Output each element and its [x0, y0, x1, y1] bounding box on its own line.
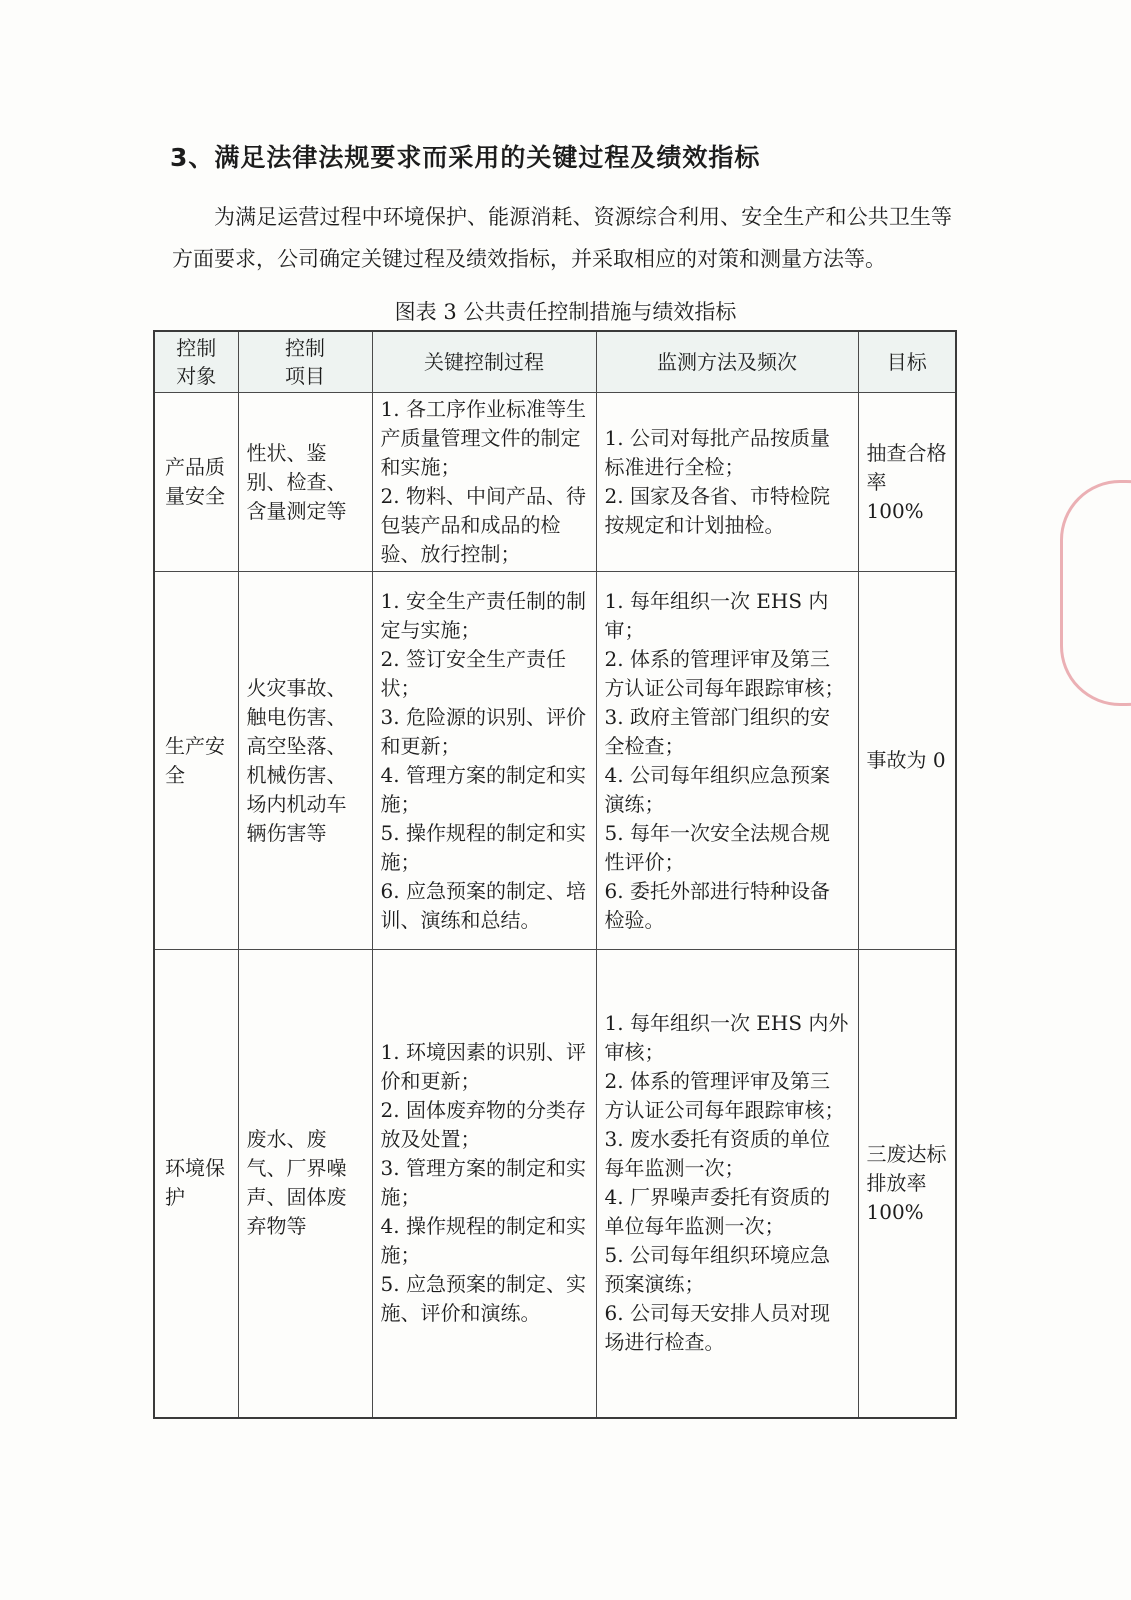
table-row [154, 572, 956, 950]
table-header-row [154, 331, 956, 393]
cell-object: 生产安全 [154, 572, 238, 950]
table-row [154, 950, 956, 1418]
cell-target: 事故为 0 [858, 572, 956, 950]
cell-object: 环境保护 [154, 950, 238, 1418]
cell-method: 1. 公司对每批产品按质量标准进行全检； 2. 国家及各省、市特检院按规定和计划抽检。 [596, 393, 858, 572]
header-control-item: 控制 项目 [238, 331, 372, 393]
cell-method: 1. 每年组织一次 EHS 内外审核； 2. 体系的管理评审及第三方认证公司每年跟踪审核； 3. 废水委托有资质的单位每年监测一次； 4. 厂界噪声委托有资质的单位每年监测一次； 5. 公司每年组织环境应急预案演练； 6. 公司每天安排人员对现场进行检查。 [596, 950, 858, 1418]
header-target: 目标 [858, 331, 956, 393]
table-row [154, 393, 956, 572]
cell-item: 火灾事故、触电伤害、高空坠落、机械伤害、场内机动车辆伤害等 [238, 572, 372, 950]
red-seal-stamp [1060, 480, 1131, 706]
header-control-object: 控制 对象 [154, 331, 238, 393]
cell-process: 1. 安全生产责任制的制定与实施； 2. 签订安全生产责任状； 3. 危险源的识别、评价和更新； 4. 管理方案的制定和实施； 5. 操作规程的制定和实施； 6. 应急预案的制定、培训、演练和总结。 [372, 572, 596, 950]
section-heading: 3、满足法律法规要求而采用的关键过程及绩效指标 [170, 143, 761, 172]
header-monitor-method: 监测方法及频次 [596, 331, 858, 393]
header-key-process: 关键控制过程 [372, 331, 596, 393]
cell-object: 产品质量安全 [154, 393, 238, 572]
cell-item: 性状、鉴别、检查、含量测定等 [238, 393, 372, 572]
responsibility-table [153, 330, 957, 1419]
cell-process: 1. 各工序作业标准等生产质量管理文件的制定和实施； 2. 物料、中间产品、待包装产品和成品的检验、放行控制； [372, 393, 596, 572]
cell-process: 1. 环境因素的识别、评价和更新； 2. 固体废弃物的分类存放及处置； 3. 管理方案的制定和实施； 4. 操作规程的制定和实施； 5. 应急预案的制定、实施、评价和演练。 [372, 950, 596, 1418]
intro-paragraph: 为满足运营过程中环境保护、能源消耗、资源综合利用、安全生产和公共卫生等方面要求，公司确定关键过程及绩效指标，并采取相应的对策和测量方法等。 [172, 205, 952, 271]
cell-target: 抽查合格率 100% [858, 393, 956, 572]
table-caption: 图表 3 公共责任控制措施与绩效指标 [394, 300, 737, 324]
cell-item: 废水、废气、厂界噪声、固体废弃物等 [238, 950, 372, 1418]
cell-target: 三废达标排放率 100% [858, 950, 956, 1418]
cell-method: 1. 每年组织一次 EHS 内审； 2. 体系的管理评审及第三方认证公司每年跟踪审核； 3. 政府主管部门组织的安全检查； 4. 公司每年组织应急预案演练； 5. 每年一次安全法规合规性评价； 6. 委托外部进行特种设备检验。 [596, 572, 858, 950]
